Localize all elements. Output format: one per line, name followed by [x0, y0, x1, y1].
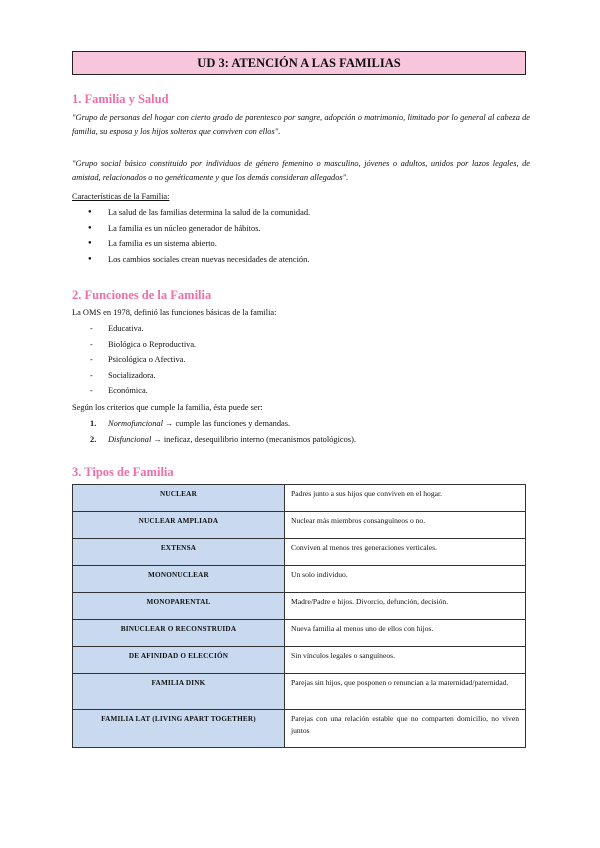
- type-cell: DE AFINIDAD O ELECCIÓN: [73, 647, 285, 674]
- list-item: - Psicológica o Afectiva.: [72, 352, 196, 368]
- item-number: 1.: [90, 419, 97, 428]
- list-item: ● La familia es un núcleo generador de hábitos.: [72, 221, 310, 237]
- type-cell: MONOPARENTAL: [73, 593, 285, 620]
- desc-cell: Conviven al menos tres generaciones verticales.: [285, 539, 526, 566]
- functions-list: [72, 321, 196, 399]
- desc-cell: Sin vínculos legales o sanguíneos.: [285, 647, 526, 674]
- section-3-heading: 3. Tipos de Familia: [72, 465, 174, 479]
- family-types-table: [72, 484, 526, 748]
- table-row: [73, 710, 526, 748]
- table-row: [73, 512, 526, 539]
- type-cell: FAMILIA LAT (LIVING APART TOGETHER): [73, 710, 285, 748]
- list-item: ● La familia es un sistema abierto.: [72, 236, 310, 252]
- type-cell: BINUCLEAR O RECONSTRUIDA: [73, 620, 285, 647]
- list-item: [72, 416, 356, 432]
- criteria-intro: Según los criterios que cumple la familia, ésta puede ser:: [72, 403, 263, 412]
- list-item: ● La salud de las familias determina la salud de la comunidad.: [72, 205, 310, 221]
- list-item: - Socializadora.: [72, 368, 196, 384]
- list-item: ● Los cambios sociales crean nuevas necesidades de atención.: [72, 252, 310, 268]
- definition-quote-2: "Grupo social básico constituido por individuos de género femenino o masculino, jóvenes o adultos, unidos por lazos legales, de amistad, relacionados o no genéticamente y que los demás consideran allegados".: [72, 159, 530, 182]
- table-row: [73, 539, 526, 566]
- desc-cell: Nuclear más miembros consanguíneos o no.: [285, 512, 526, 539]
- item-term: Normofuncional: [108, 419, 163, 428]
- list-item: - Educativa.: [72, 321, 196, 337]
- type-cell: FAMILIA DINK: [73, 674, 285, 710]
- table-row: [73, 674, 526, 710]
- table-row: [73, 647, 526, 674]
- desc-cell: Parejas con una relación estable que no comparten domicilio, no viven juntos: [285, 710, 526, 748]
- criteria-list: [72, 416, 356, 448]
- type-cell: EXTENSA: [73, 539, 285, 566]
- desc-cell: Un solo individuo.: [285, 566, 526, 593]
- section-1-heading: 1. Familia y Salud: [72, 92, 169, 106]
- table-row: [73, 620, 526, 647]
- type-cell: MONONUCLEAR: [73, 566, 285, 593]
- desc-cell: Parejas sin hijos, que posponen o renuncian a la maternidad/paternidad.: [285, 674, 526, 710]
- item-desc: → cumple las funciones y demandas.: [162, 419, 291, 428]
- characteristics-title: Características de la Familia:: [72, 192, 170, 201]
- list-item: - Económica.: [72, 383, 196, 399]
- table-row: [73, 593, 526, 620]
- item-number: 2.: [90, 435, 97, 444]
- type-cell: NUCLEAR: [73, 485, 285, 512]
- desc-cell: Padres junto a sus hijos que conviven en el hogar.: [285, 485, 526, 512]
- section-2-heading: 2. Funciones de la Familia: [72, 288, 212, 302]
- definition-quote-1: "Grupo de personas del hogar con cierto grado de parentesco por sangre, adopción o matrimonio, limitado por lo general al cabeza de familia, su esposa y los hijos solteros que conviven con ellos".: [72, 113, 530, 136]
- desc-cell: Nueva familia al menos uno de ellos con hijos.: [285, 620, 526, 647]
- type-cell: NUCLEAR AMPLIADA: [73, 512, 285, 539]
- table-row: [73, 485, 526, 512]
- characteristics-list: [72, 205, 310, 267]
- list-item: [72, 432, 356, 448]
- item-term: Disfuncional: [108, 435, 152, 444]
- desc-cell: Madre/Padre e hijos. Divorcio, defunción, decisión.: [285, 593, 526, 620]
- document-title: UD 3: ATENCIÓN A LAS FAMILIAS: [72, 51, 526, 75]
- list-item: - Biológica o Reproductiva.: [72, 337, 196, 353]
- table-row: [73, 566, 526, 593]
- item-desc: → ineficaz, desequilibrio interno (mecanismos patológicos).: [151, 435, 356, 444]
- functions-intro: La OMS en 1978, definió las funciones básicas de la familia:: [72, 308, 277, 317]
